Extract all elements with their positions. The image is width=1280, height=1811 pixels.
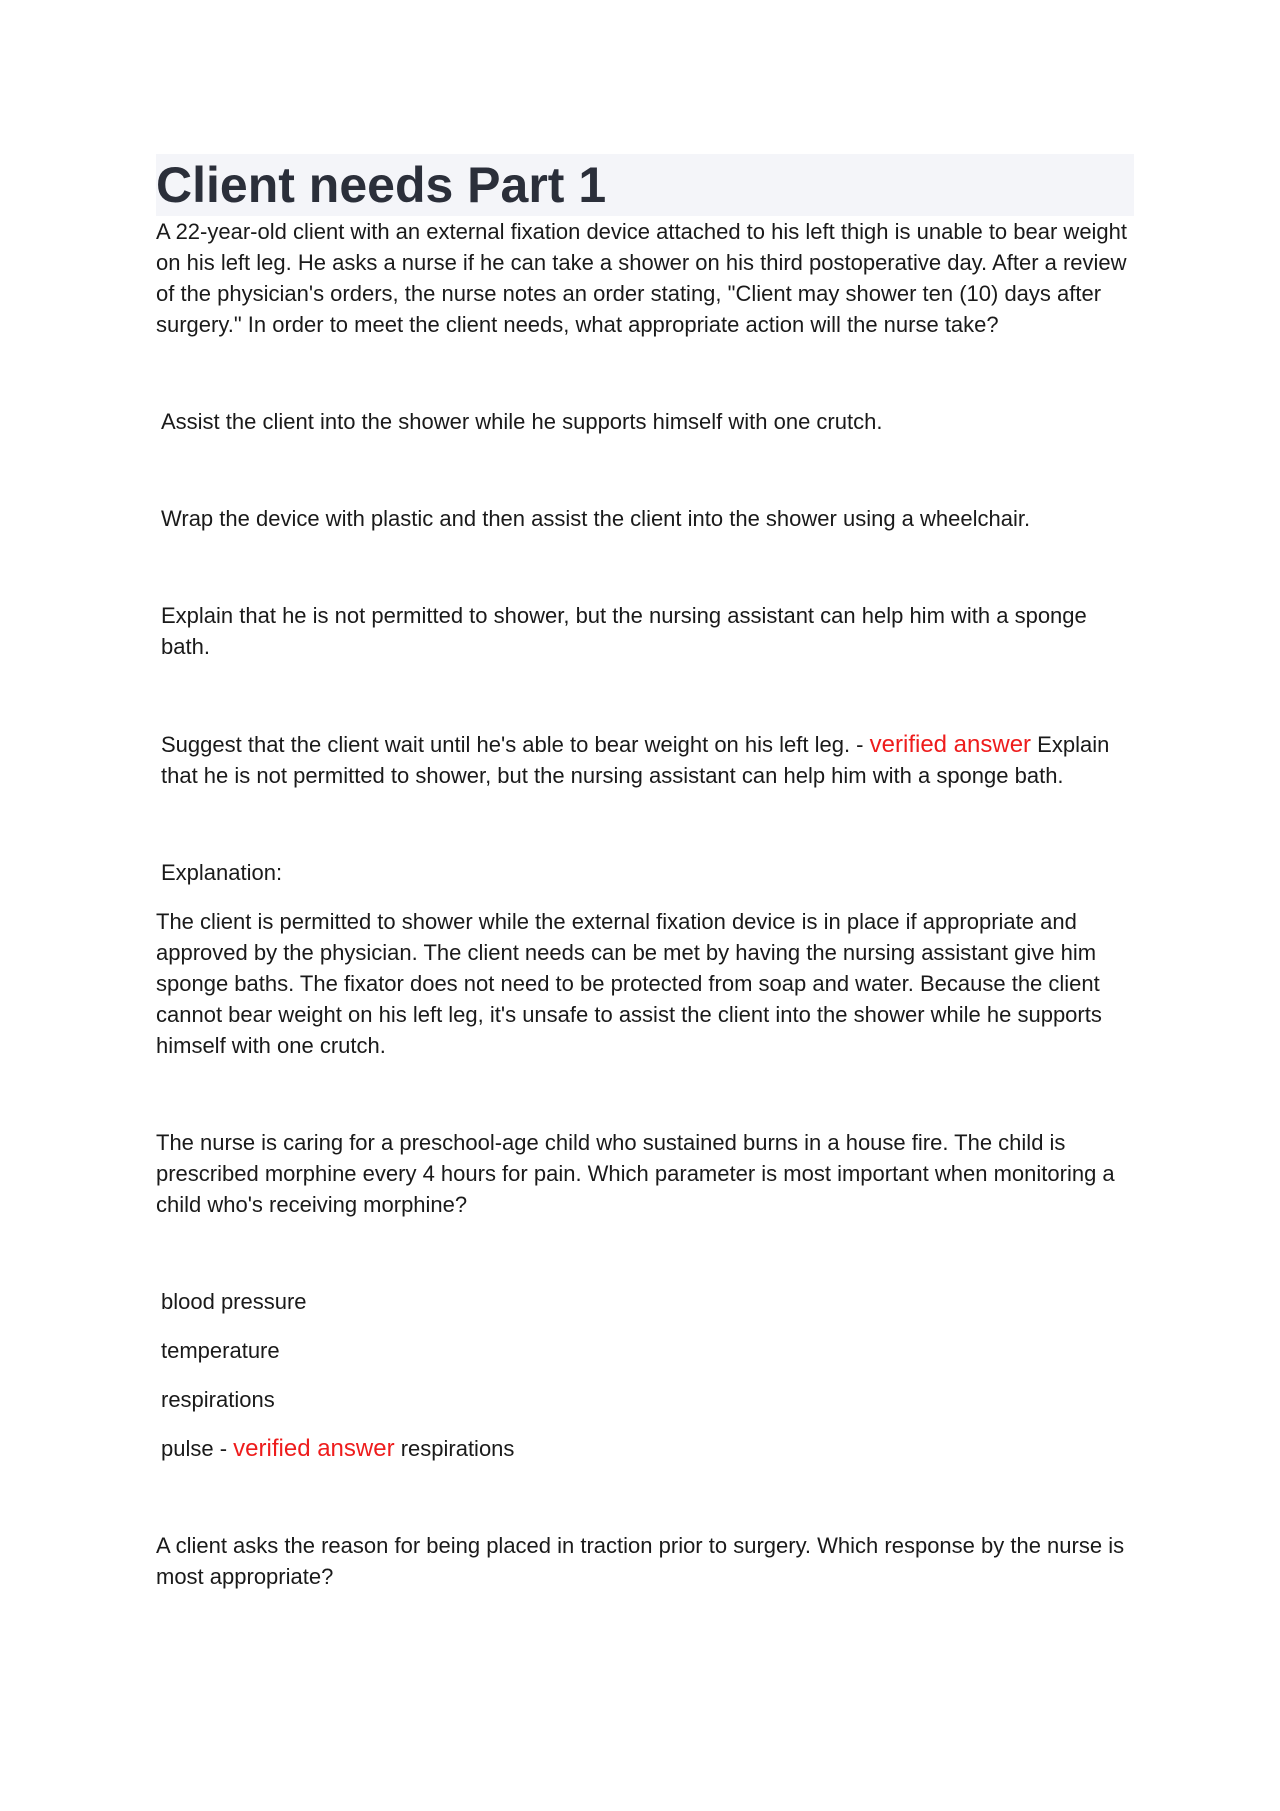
question-2-option-d: pulse - xyxy=(161,1436,228,1461)
question-2-answer: respirations xyxy=(400,1436,515,1461)
question-2-option-c: respirations xyxy=(161,1387,275,1412)
question-1-option-c: Explain that he is not permitted to shower, but the nursing assistant can help him with a sponge bath. xyxy=(161,603,1087,659)
question-1-option-d: Suggest that the client wait until he's able to bear weight on his left leg. - xyxy=(161,732,864,757)
verified-answer-label-2: verified answer xyxy=(233,1435,395,1462)
question-2-option-b: temperature xyxy=(161,1338,280,1363)
document-page xyxy=(156,154,1136,1592)
question-2-option-d-with-answer xyxy=(156,1433,1136,1464)
verified-answer-label: verified answer xyxy=(869,731,1032,758)
title-band xyxy=(156,154,1134,216)
question-1-stem: A 22-year-old client with an external fixation device attached to his left thigh is unable to bear weight on his left leg. He asks a nurse if he can take a shower on his third postoperative day. After a review of the physician's orders, the nurse notes an order stating, "Client may shower ten (10) days after surgery." In order to meet the client needs, what appropriate action will the nurse take? xyxy=(156,219,1128,337)
question-1-explanation: The client is permitted to shower while the external fixation device is in place if appropriate and approved by the physician. The client needs can be met by having the nursing assistant give him sponge baths. The fixator does not need to be protected from soap and water. Because the client cannot bear weight on his left leg, it's unsafe to assist the client into the shower while he supports himself with one crutch. xyxy=(156,909,1102,1058)
question-3-stem: A client asks the reason for being placed in traction prior to surgery. Which response by the nurse is most appropriate? xyxy=(156,1533,1125,1589)
question-1-option-a: Assist the client into the shower while he supports himself with one crutch. xyxy=(161,409,883,434)
page-title: Client needs Part 1 xyxy=(156,157,607,213)
question-1-answer: Explain that he is not permitted to shower, but the nursing assistant can help him with a sponge bath. xyxy=(161,732,1110,788)
question-1-option-d-with-answer xyxy=(156,729,1136,791)
question-1-option-b: Wrap the device with plastic and then assist the client into the shower using a wheelchair. xyxy=(161,506,1031,531)
question-2-stem: The nurse is caring for a preschool-age child who sustained burns in a house fire. The child is prescribed morphine every 4 hours for pain. Which parameter is most important when monitoring a child who's receiving morphine? xyxy=(156,1130,1115,1217)
question-2-option-a: blood pressure xyxy=(161,1289,307,1314)
explanation-label: Explanation: xyxy=(161,860,283,885)
